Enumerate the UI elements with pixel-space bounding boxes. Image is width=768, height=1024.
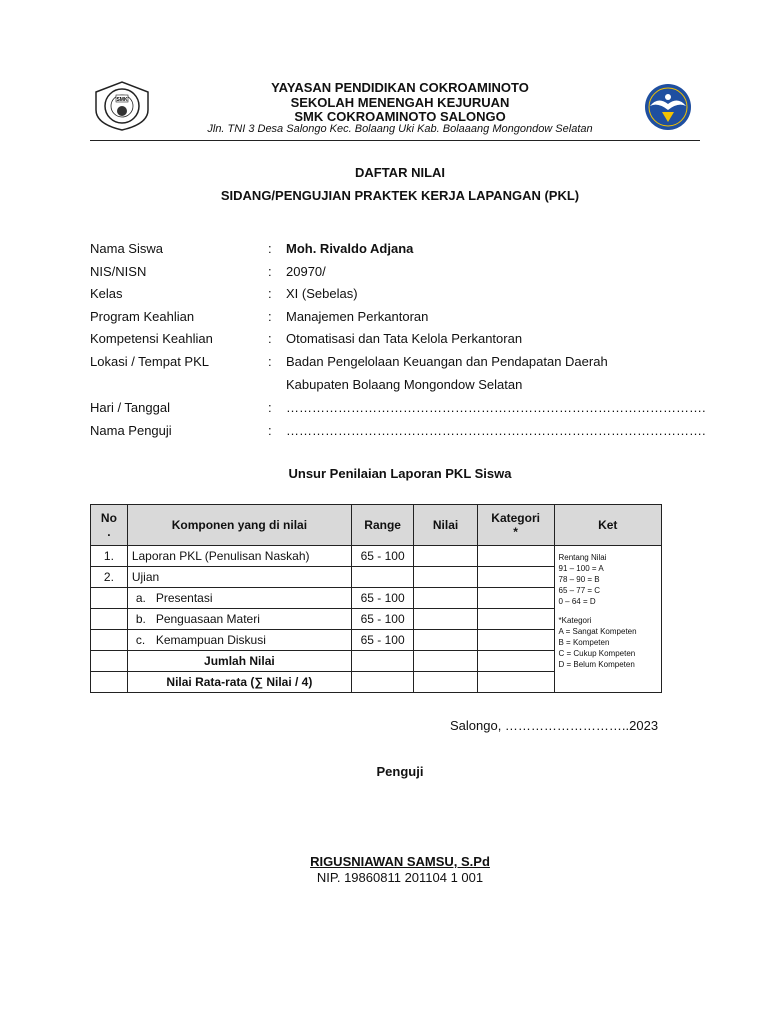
rata-kategori-cell[interactable] bbox=[477, 672, 554, 693]
table-header-row bbox=[91, 505, 662, 546]
header-komponen: Komponen yang di nilai bbox=[127, 505, 351, 546]
identity-label-penguji: Nama Penguji bbox=[90, 423, 172, 438]
row-komponen: a. Presentasi bbox=[127, 588, 351, 609]
identity-label-tanggal: Hari / Tanggal bbox=[90, 400, 170, 415]
identity-value-nama: Moh. Rivaldo Adjana bbox=[286, 241, 414, 256]
identity-value-lokasi: Badan Pengelolaan Keuangan dan Pendapatan Daerah bbox=[286, 354, 608, 369]
row-no: 1. bbox=[91, 546, 128, 567]
signature-role: Penguji bbox=[376, 764, 424, 779]
row-kategori-cell[interactable] bbox=[477, 609, 554, 630]
identity-value-kompetensi: Otomatisasi dan Tata Kelola Perkantoran bbox=[286, 331, 523, 346]
emblem-label: SMK bbox=[116, 97, 128, 103]
header-no: No . bbox=[91, 505, 128, 546]
letterhead-divider bbox=[90, 140, 700, 141]
identity-value-penguji: ……………………………………………………………………………………. bbox=[286, 423, 706, 438]
place-date: Salongo, ………………………..2023 bbox=[450, 718, 659, 733]
header-ket: Ket bbox=[554, 505, 662, 546]
identity-colon: : bbox=[268, 400, 272, 415]
rata-label: Nilai Rata-rata (∑ Nilai / 4) bbox=[127, 672, 351, 693]
row-komponen: c. Kemampuan Diskusi bbox=[127, 630, 351, 651]
rentang-d: 0 – 64 = D bbox=[558, 597, 596, 606]
row-nilai-cell[interactable] bbox=[414, 546, 477, 567]
ket-legend bbox=[554, 546, 662, 693]
document-title: DAFTAR NILAI bbox=[354, 165, 446, 180]
identity-value-tanggal: ……………………………………………………………………………………. bbox=[286, 400, 706, 415]
header-kategori: Kategori * bbox=[477, 505, 554, 546]
document-subtitle: SIDANG/PENGUJIAN PRAKTEK KERJA LAPANGAN (PKL) bbox=[220, 188, 580, 203]
rentang-c: 65 – 77 = C bbox=[558, 586, 601, 595]
identity-colon: : bbox=[268, 354, 272, 369]
header-nilai: Nilai bbox=[414, 505, 477, 546]
jumlah-label: Jumlah Nilai bbox=[127, 651, 351, 672]
identity-colon: : bbox=[268, 286, 272, 301]
school-address: Jln. TNI 3 Desa Salongo Kec. Bolaang Uki Kab. Bolaaang Mongondow Selatan bbox=[207, 123, 593, 135]
row-komponen: Ujian bbox=[127, 567, 351, 588]
rata-range bbox=[351, 672, 413, 693]
row-no bbox=[91, 630, 128, 651]
identity-colon: : bbox=[268, 264, 272, 279]
rentang-a: 91 – 100 = A bbox=[558, 564, 604, 573]
section-title: Unsur Penilaian Laporan PKL Siswa bbox=[288, 466, 512, 481]
rata-nilai-cell[interactable] bbox=[414, 672, 477, 693]
jumlah-nilai-cell[interactable] bbox=[414, 651, 477, 672]
identity-label-kelas: Kelas bbox=[90, 286, 123, 301]
identity-label-nama: Nama Siswa bbox=[90, 241, 163, 256]
identity-label-lokasi: Lokasi / Tempat PKL bbox=[90, 354, 209, 369]
row-no bbox=[91, 588, 128, 609]
row-range: 65 - 100 bbox=[351, 546, 413, 567]
school-emblem-icon bbox=[90, 80, 154, 132]
identity-colon: : bbox=[268, 423, 272, 438]
identity-label-program: Program Keahlian bbox=[90, 309, 195, 324]
row-kategori-cell[interactable] bbox=[477, 567, 554, 588]
row-nilai-cell[interactable] bbox=[414, 609, 477, 630]
rentang-title: Rentang Nilai bbox=[558, 553, 607, 562]
row-nilai-cell[interactable] bbox=[414, 588, 477, 609]
identity-value-program: Manajemen Perkantoran bbox=[286, 309, 429, 324]
row-kategori-cell[interactable] bbox=[477, 546, 554, 567]
jumlah-kategori-cell[interactable] bbox=[477, 651, 554, 672]
row-kategori-cell[interactable] bbox=[477, 588, 554, 609]
identity-colon: : bbox=[268, 331, 272, 346]
row-nilai-cell[interactable] bbox=[414, 567, 477, 588]
header-range: Range bbox=[351, 505, 413, 546]
row-komponen: b. Penguasaan Materi bbox=[127, 609, 351, 630]
kategori-c: C = Cukup Kompeten bbox=[558, 649, 636, 658]
identity-label-kompetensi: Kompetensi Keahlian bbox=[90, 331, 213, 346]
table-row bbox=[91, 546, 662, 567]
kategori-title: *Kategori bbox=[558, 616, 592, 625]
row-no: 2. bbox=[91, 567, 128, 588]
tut-wuri-handayani-icon bbox=[640, 82, 696, 132]
school-type: SEKOLAH MENENGAH KEJURUAN bbox=[290, 95, 510, 110]
kategori-b: B = Kompeten bbox=[558, 638, 610, 647]
row-range: 65 - 100 bbox=[351, 609, 413, 630]
kategori-d: D = Belum Kompeten bbox=[558, 660, 635, 669]
row-kategori-cell[interactable] bbox=[477, 630, 554, 651]
signature-name: RIGUSNIAWAN SAMSU, S.Pd bbox=[310, 854, 490, 869]
identity-label-nis: NIS/NISN bbox=[90, 264, 147, 279]
row-no bbox=[91, 672, 128, 693]
identity-colon: : bbox=[268, 241, 272, 256]
row-range: 65 - 100 bbox=[351, 588, 413, 609]
grade-table bbox=[90, 504, 662, 693]
identity-value-kelas: XI (Sebelas) bbox=[286, 286, 358, 301]
row-komponen: Laporan PKL (Penulisan Naskah) bbox=[127, 546, 351, 567]
school-name: SMK COKROAMINOTO SALONGO bbox=[294, 109, 506, 124]
identity-colon: : bbox=[268, 309, 272, 324]
kategori-a: A = Sangat Kompeten bbox=[558, 627, 637, 636]
foundation-name: YAYASAN PENDIDIKAN COKROAMINOTO bbox=[271, 80, 529, 95]
row-range: 65 - 100 bbox=[351, 630, 413, 651]
rentang-b: 78 – 90 = B bbox=[558, 575, 600, 584]
row-no bbox=[91, 609, 128, 630]
row-nilai-cell[interactable] bbox=[414, 630, 477, 651]
row-no bbox=[91, 651, 128, 672]
identity-value-nis: 20970/ bbox=[286, 264, 326, 279]
row-range bbox=[351, 567, 413, 588]
identity-value-lokasi-line2: Kabupaten Bolaang Mongondow Selatan bbox=[286, 377, 523, 392]
jumlah-range bbox=[351, 651, 413, 672]
signature-nip: NIP. 19860811 201104 1 001 bbox=[316, 870, 484, 885]
